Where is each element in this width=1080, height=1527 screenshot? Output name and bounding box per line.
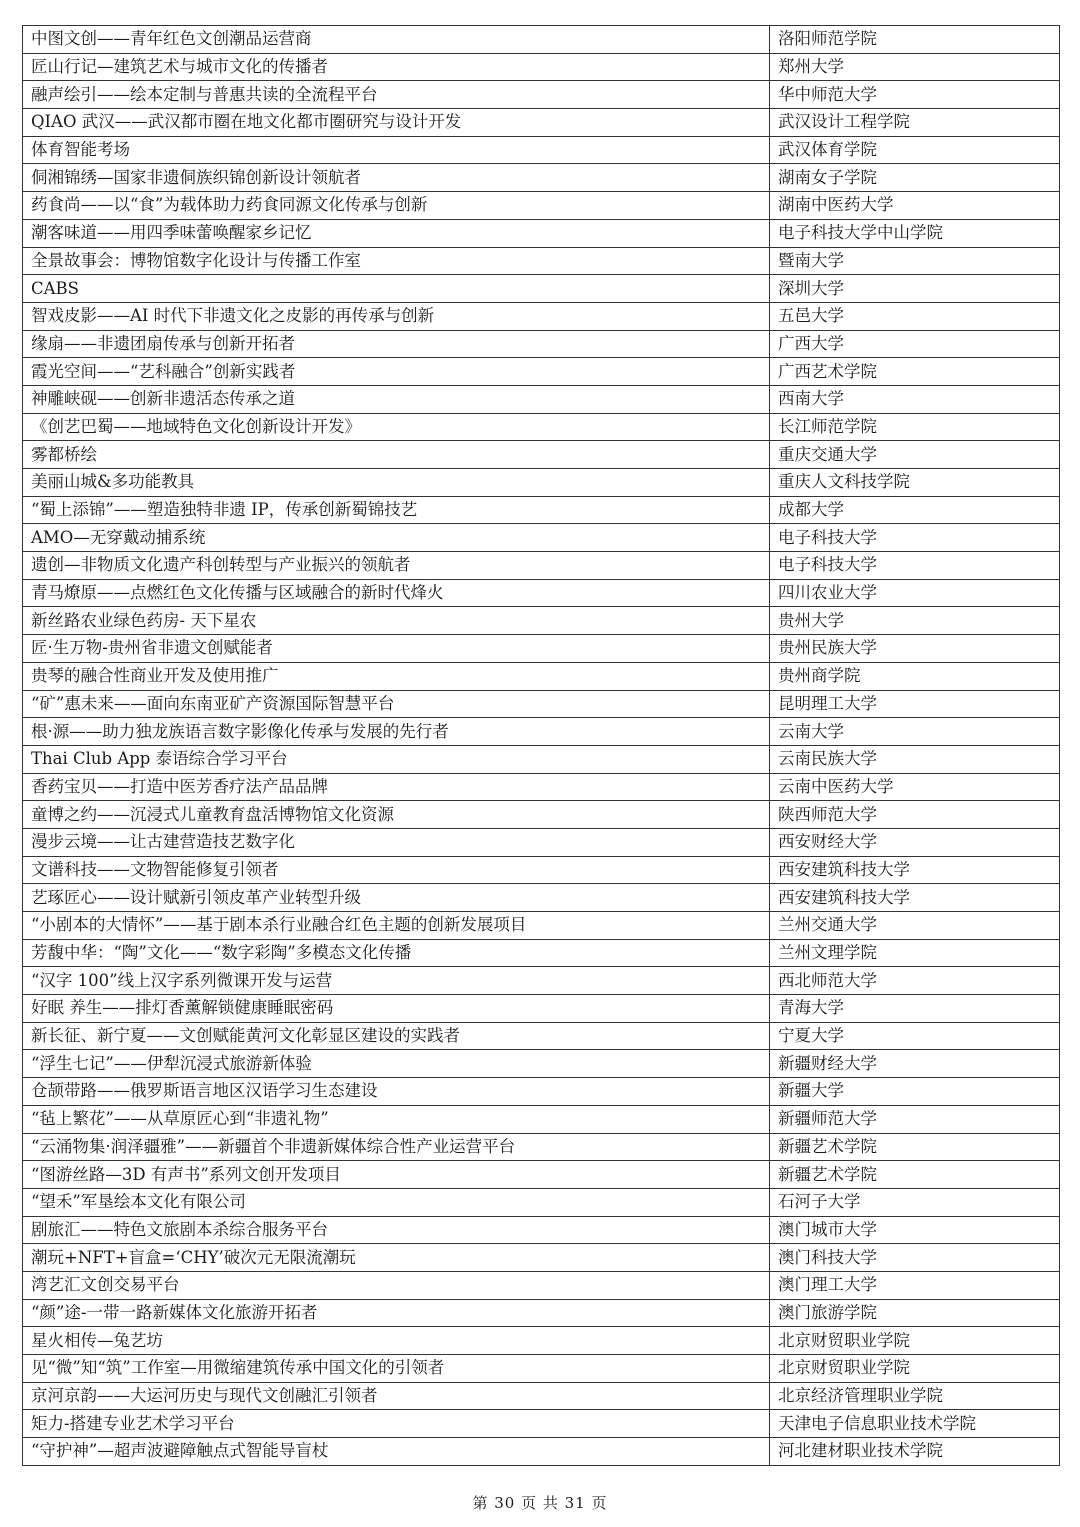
table-row <box>23 1299 1060 1327</box>
table-row <box>23 828 1060 856</box>
project-name-cell: 新长征、新宁夏——文创赋能黄河文化彰显区建设的实践者 <box>23 1022 770 1050</box>
project-name-cell: 全景故事会：博物馆数字化设计与传播工作室 <box>23 247 770 275</box>
school-name-cell: 云南大学 <box>770 718 1060 746</box>
school-name-cell: 新疆师范大学 <box>770 1105 1060 1133</box>
project-name-cell: “矿”惠未来——面向东南亚矿产资源国际智慧平台 <box>23 690 770 718</box>
school-name-cell: 新疆艺术学院 <box>770 1133 1060 1161</box>
project-name-cell: 漫步云境——让古建营造技艺数字化 <box>23 828 770 856</box>
project-name-cell: 艺琢匠心——设计赋新引领皮革产业转型升级 <box>23 884 770 912</box>
school-name-cell: 河北建材职业技术学院 <box>770 1438 1060 1466</box>
project-name-cell: 中图文创——青年红色文创潮品运营商 <box>23 26 770 54</box>
table-row <box>23 1382 1060 1410</box>
table-row <box>23 690 1060 718</box>
table-row <box>23 192 1060 220</box>
school-name-cell: 新疆财经大学 <box>770 1050 1060 1078</box>
project-name-cell: 侗湘锦绣—国家非遗侗族织锦创新设计领航者 <box>23 164 770 192</box>
table-row <box>23 53 1060 81</box>
project-name-cell: 矩力-搭建专业艺术学习平台 <box>23 1410 770 1438</box>
school-name-cell: 北京经济管理职业学院 <box>770 1382 1060 1410</box>
school-name-cell: 贵州民族大学 <box>770 635 1060 663</box>
table-row <box>23 773 1060 801</box>
school-name-cell: 华中师范大学 <box>770 81 1060 109</box>
school-name-cell: 湖南女子学院 <box>770 164 1060 192</box>
table-row <box>23 635 1060 663</box>
table-row <box>23 967 1060 995</box>
school-name-cell: 湖南中医药大学 <box>770 192 1060 220</box>
school-name-cell: 宁夏大学 <box>770 1022 1060 1050</box>
table-row <box>23 801 1060 829</box>
table-row <box>23 1410 1060 1438</box>
table-row <box>23 469 1060 497</box>
school-name-cell: 澳门旅游学院 <box>770 1299 1060 1327</box>
school-name-cell: 贵州大学 <box>770 607 1060 635</box>
project-name-cell: “颜”途-一带一路新媒体文化旅游开拓者 <box>23 1299 770 1327</box>
table-row <box>23 81 1060 109</box>
table-row <box>23 1244 1060 1272</box>
table-row <box>23 524 1060 552</box>
table-row <box>23 856 1060 884</box>
project-name-cell: 美丽山城&多功能教具 <box>23 469 770 497</box>
project-name-cell: 融声绘引——绘本定制与普惠共读的全流程平台 <box>23 81 770 109</box>
project-name-cell: 见“微”知“筑”工作室—用微缩建筑传承中国文化的引领者 <box>23 1355 770 1383</box>
school-name-cell: 北京财贸职业学院 <box>770 1327 1060 1355</box>
school-name-cell: 天津电子信息职业技术学院 <box>770 1410 1060 1438</box>
table-row <box>23 995 1060 1023</box>
project-name-cell: 缘扇——非遗团扇传承与创新开拓者 <box>23 330 770 358</box>
table-row <box>23 136 1060 164</box>
table-row <box>23 413 1060 441</box>
project-name-cell: “汉字 100”线上汉字系列微课开发与运营 <box>23 967 770 995</box>
table-row <box>23 1271 1060 1299</box>
table-row <box>23 1216 1060 1244</box>
project-name-cell: 湾艺汇文创交易平台 <box>23 1271 770 1299</box>
project-name-cell: 文谱科技——文物智能修复引领者 <box>23 856 770 884</box>
school-name-cell: 新疆艺术学院 <box>770 1161 1060 1189</box>
table-row <box>23 1188 1060 1216</box>
school-name-cell: 广西艺术学院 <box>770 358 1060 386</box>
table-row <box>23 109 1060 137</box>
school-name-cell: 兰州交通大学 <box>770 912 1060 940</box>
project-name-cell: “蜀上添锦”——塑造独特非遗 IP，传承创新蜀锦技艺 <box>23 496 770 524</box>
project-name-cell: 潮客味道——用四季味蕾唤醒家乡记忆 <box>23 219 770 247</box>
school-name-cell: 五邑大学 <box>770 302 1060 330</box>
project-name-cell: 新丝路农业绿色药房- 天下星农 <box>23 607 770 635</box>
table-row <box>23 1078 1060 1106</box>
school-name-cell: 澳门理工大学 <box>770 1271 1060 1299</box>
page-number-footer: 第 30 页 共 31 页 <box>472 1494 608 1512</box>
school-name-cell: 重庆人文科技学院 <box>770 469 1060 497</box>
school-name-cell: 洛阳师范学院 <box>770 26 1060 54</box>
project-name-cell: “毡上繁花”——从草原匠心到“非遗礼物” <box>23 1105 770 1133</box>
school-name-cell: 澳门科技大学 <box>770 1244 1060 1272</box>
school-name-cell: 西安建筑科技大学 <box>770 884 1060 912</box>
school-name-cell: 西南大学 <box>770 385 1060 413</box>
project-name-cell: QIAO 武汉——武汉都市圈在地文化都市圈研究与设计开发 <box>23 109 770 137</box>
school-name-cell: 澳门城市大学 <box>770 1216 1060 1244</box>
project-list-table <box>22 25 1060 1466</box>
table-row <box>23 1355 1060 1383</box>
school-name-cell: 四川农业大学 <box>770 579 1060 607</box>
table-row <box>23 579 1060 607</box>
project-name-cell: “浮生七记”——伊犁沉浸式旅游新体验 <box>23 1050 770 1078</box>
school-name-cell: 重庆交通大学 <box>770 441 1060 469</box>
table-row <box>23 302 1060 330</box>
project-name-cell: CABS <box>23 275 770 303</box>
table-row <box>23 912 1060 940</box>
project-name-cell: “望禾”军垦绘本文化有限公司 <box>23 1188 770 1216</box>
project-name-cell: 智戏皮影——AI 时代下非遗文化之皮影的再传承与创新 <box>23 302 770 330</box>
school-name-cell: 云南中医药大学 <box>770 773 1060 801</box>
school-name-cell: 郑州大学 <box>770 53 1060 81</box>
project-name-cell: “云涌物集·润泽疆雅”——新疆首个非遗新媒体综合性产业运营平台 <box>23 1133 770 1161</box>
table-row <box>23 441 1060 469</box>
project-name-cell: 遗创—非物质文化遗产科创转型与产业振兴的领航者 <box>23 552 770 580</box>
project-name-cell: “图游丝路—3D 有声书”系列文创开发项目 <box>23 1161 770 1189</box>
school-name-cell: 贵州商学院 <box>770 662 1060 690</box>
table-row <box>23 662 1060 690</box>
project-name-cell: 香药宝贝——打造中医芳香疗法产品品牌 <box>23 773 770 801</box>
project-name-cell: 青马燎原——点燃红色文化传播与区域融合的新时代烽火 <box>23 579 770 607</box>
table-row <box>23 939 1060 967</box>
project-name-cell: 童博之约——沉浸式儿童教育盘活博物馆文化资源 <box>23 801 770 829</box>
table-row <box>23 1327 1060 1355</box>
project-name-cell: 体育智能考场 <box>23 136 770 164</box>
school-name-cell: 青海大学 <box>770 995 1060 1023</box>
project-name-cell: 芳馥中华：“陶”文化——“数字彩陶”多模态文化传播 <box>23 939 770 967</box>
table-row <box>23 496 1060 524</box>
school-name-cell: 西安财经大学 <box>770 828 1060 856</box>
school-name-cell: 新疆大学 <box>770 1078 1060 1106</box>
school-name-cell: 电子科技大学中山学院 <box>770 219 1060 247</box>
school-name-cell: 西安建筑科技大学 <box>770 856 1060 884</box>
project-name-cell: “小剧本的大情怀”——基于剧本杀行业融合红色主题的创新发展项目 <box>23 912 770 940</box>
project-name-cell: 雾都桥绘 <box>23 441 770 469</box>
table-row <box>23 884 1060 912</box>
project-name-cell: 星火相传—兔艺坊 <box>23 1327 770 1355</box>
school-name-cell: 陕西师范大学 <box>770 801 1060 829</box>
table-row <box>23 718 1060 746</box>
school-name-cell: 云南民族大学 <box>770 745 1060 773</box>
table-row <box>23 26 1060 54</box>
table-row <box>23 330 1060 358</box>
table-row <box>23 1438 1060 1466</box>
table-row <box>23 275 1060 303</box>
project-name-cell: 霞光空间——“艺科融合”创新实践者 <box>23 358 770 386</box>
project-name-cell: 《创艺巴蜀——地域特色文化创新设计开发》 <box>23 413 770 441</box>
table-row <box>23 164 1060 192</box>
project-name-cell: 剧旅汇——特色文旅剧本杀综合服务平台 <box>23 1216 770 1244</box>
school-name-cell: 武汉设计工程学院 <box>770 109 1060 137</box>
project-name-cell: 匠山行记—建筑艺术与城市文化的传播者 <box>23 53 770 81</box>
table-row <box>23 247 1060 275</box>
project-name-cell: 药食尚——以“食”为载体助力药食同源文化传承与创新 <box>23 192 770 220</box>
project-name-cell: 仓颉带路——俄罗斯语言地区汉语学习生态建设 <box>23 1078 770 1106</box>
table-row <box>23 385 1060 413</box>
table-row <box>23 607 1060 635</box>
project-name-cell: 好眠 养生——排灯香薰解锁健康睡眠密码 <box>23 995 770 1023</box>
school-name-cell: 深圳大学 <box>770 275 1060 303</box>
project-name-cell: 根·源——助力独龙族语言数字影像化传承与发展的先行者 <box>23 718 770 746</box>
school-name-cell: 长江师范学院 <box>770 413 1060 441</box>
table-row <box>23 745 1060 773</box>
table-row <box>23 1022 1060 1050</box>
table-row <box>23 552 1060 580</box>
school-name-cell: 成都大学 <box>770 496 1060 524</box>
project-name-cell: “守护神”—超声波避障触点式智能导盲杖 <box>23 1438 770 1466</box>
table-row <box>23 219 1060 247</box>
project-name-cell: 匠·生万物-贵州省非遗文创赋能者 <box>23 635 770 663</box>
project-list-body <box>23 26 1060 1466</box>
school-name-cell: 昆明理工大学 <box>770 690 1060 718</box>
school-name-cell: 石河子大学 <box>770 1188 1060 1216</box>
school-name-cell: 西北师范大学 <box>770 967 1060 995</box>
project-name-cell: 神雕峡砚——创新非遗活态传承之道 <box>23 385 770 413</box>
project-name-cell: 京河京韵——大运河历史与现代文创融汇引领者 <box>23 1382 770 1410</box>
project-name-cell: AMO—无穿戴动捕系统 <box>23 524 770 552</box>
project-name-cell: 贵琴的融合性商业开发及使用推广 <box>23 662 770 690</box>
school-name-cell: 广西大学 <box>770 330 1060 358</box>
project-name-cell: Thai Club App 泰语综合学习平台 <box>23 745 770 773</box>
project-name-cell: 潮玩+NFT+盲盒=‘CHY’破次元无限流潮玩 <box>23 1244 770 1272</box>
table-row <box>23 1161 1060 1189</box>
table-row <box>23 358 1060 386</box>
school-name-cell: 北京财贸职业学院 <box>770 1355 1060 1383</box>
school-name-cell: 电子科技大学 <box>770 552 1060 580</box>
table-row <box>23 1133 1060 1161</box>
school-name-cell: 暨南大学 <box>770 247 1060 275</box>
table-row <box>23 1105 1060 1133</box>
school-name-cell: 兰州文理学院 <box>770 939 1060 967</box>
school-name-cell: 电子科技大学 <box>770 524 1060 552</box>
school-name-cell: 武汉体育学院 <box>770 136 1060 164</box>
table-row <box>23 1050 1060 1078</box>
